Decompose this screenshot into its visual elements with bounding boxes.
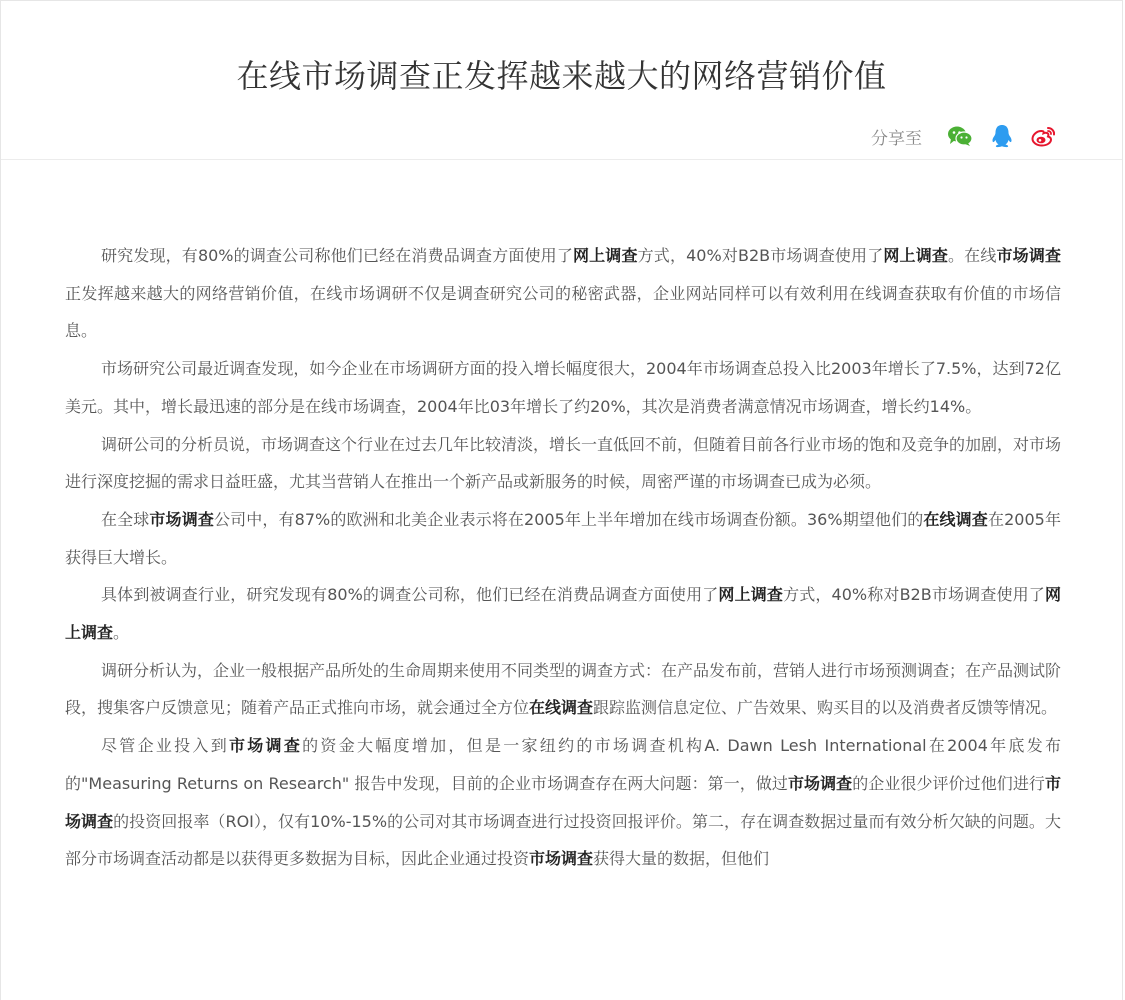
keyword-highlight: 市场调查 (996, 246, 1061, 265)
article-paragraph (65, 426, 1061, 501)
paragraph-text: 的企业很少评价过他们进行 (852, 773, 1045, 793)
paragraph-text: 尽管企业投入到 (101, 736, 229, 756)
keyword-highlight: 网上调查 (65, 585, 1061, 643)
article-title: 在线市场调查正发挥越来越大的网络营销价值 (236, 57, 887, 95)
paragraph-text: 正发挥越来越大的网络营销价值，在线市场调研不仅是调查研究公司的秘密武器，企业网站同样可以有效利用在线调查获取有价值的市场信息。 (65, 283, 1061, 341)
paragraph-text: 。在线 (948, 246, 997, 265)
keyword-highlight: 网上调查 (883, 246, 949, 265)
wechat-share-button[interactable] (944, 121, 976, 151)
paragraph-text: 具体到被调查行业，研究发现有80%的调查公司称，他们已经在消费品调查方面使用了 (101, 585, 719, 605)
share-bar (871, 121, 1060, 151)
paragraph-text: 调研分析认为，企业一般根据产品所处的生命周期来使用不同类型的调查方式：在产品发布前，营销人进行市场预测调查；在产品测试阶段，搜集客户反馈意见；随着产品正式推向市场，就会通过全方位 (65, 660, 1062, 718)
keyword-highlight: 市场调查 (228, 736, 303, 756)
article-paragraph (65, 350, 1061, 425)
share-label: 分享至 (871, 128, 922, 149)
article-paragraph (65, 576, 1061, 651)
article-paragraph (65, 237, 1061, 350)
paragraph-text: 方式，40%称对B2B市场调查使用了 (783, 585, 1045, 605)
article-paragraph (65, 652, 1061, 727)
article-header (1, 1, 1122, 160)
keyword-highlight: 市场调查 (65, 773, 1061, 831)
keyword-highlight: 网上调查 (718, 585, 784, 605)
paragraph-text: 获得大量的数据，但他们 (593, 849, 770, 869)
qq-share-button[interactable] (986, 121, 1018, 151)
wechat-icon (947, 125, 973, 147)
paragraph-text: 的投资回报率（ROI），仅有10%-15%的公司对其市场调查进行过投资回报评价。第二，存在调查数据过量而有效分析欠缺的问题。大部分市场调查活动都是以获得更多数据为目标，因此企业通过投资 (65, 811, 1061, 869)
keyword-highlight: 在线调查 (923, 509, 988, 529)
paragraph-text: 在全球 (101, 509, 150, 529)
keyword-highlight: 市场调查 (149, 509, 214, 529)
paragraph-text: 的资金大幅度增加，但是一家纽约的市场调查机构A. Dawn Lesh International在2004年底发布的"Measuring Returns on Research" 报告中发现，目前的企业市场调查存在两大问题：第一，做过 (65, 736, 1061, 793)
article-paragraph (65, 727, 1061, 878)
qq-icon (991, 124, 1013, 148)
paragraph-text: 方式，40%对B2B市场调查使用了 (637, 246, 884, 265)
paragraph-text: 研究发现，有80%的调查公司称他们已经在消费品调查方面使用了 (101, 246, 573, 265)
keyword-highlight: 市场调查 (529, 849, 594, 869)
article-body (65, 237, 1061, 878)
keyword-highlight: 在线调查 (529, 698, 594, 718)
keyword-highlight: 市场调查 (787, 773, 853, 793)
paragraph-text: 市场研究公司最近调查发现，如今企业在市场调研方面的投入增长幅度很大，2004年市场调查总投入比2003年增长了7.5%，达到72亿美元。其中，增长最迅速的部分是在线市场调查，2004年比03年增长了约20%，其次是消费者满意情况市场调查，增长约14%。 (65, 359, 1061, 416)
paragraph-text: 调研公司的分析员说，市场调查这个行业在过去几年比较清淡，增长一直低回不前，但随着目前各行业市场的饱和及竞争的加剧，对市场进行深度挖掘的需求日益旺盛，尤其当营销人在推出一个新产品或新服务的时候，周密严谨的市场调查已成为必须。 (65, 434, 1062, 492)
paragraph-text: 公司中，有87%的欧洲和北美企业表示将在2005年上半年增加在线市场调查份额。36%期望他们的 (213, 509, 924, 529)
paragraph-text: 跟踪监测信息定位、广告效果、购买目的以及消费者反馈等情况。 (593, 698, 1058, 718)
weibo-icon (1031, 125, 1057, 147)
keyword-highlight: 网上调查 (572, 246, 638, 265)
paragraph-text: 。 (113, 623, 130, 643)
article-paragraph (65, 501, 1061, 576)
weibo-share-button[interactable] (1028, 121, 1060, 151)
paragraph-text: 在2005年获得巨大增长。 (65, 509, 1061, 567)
